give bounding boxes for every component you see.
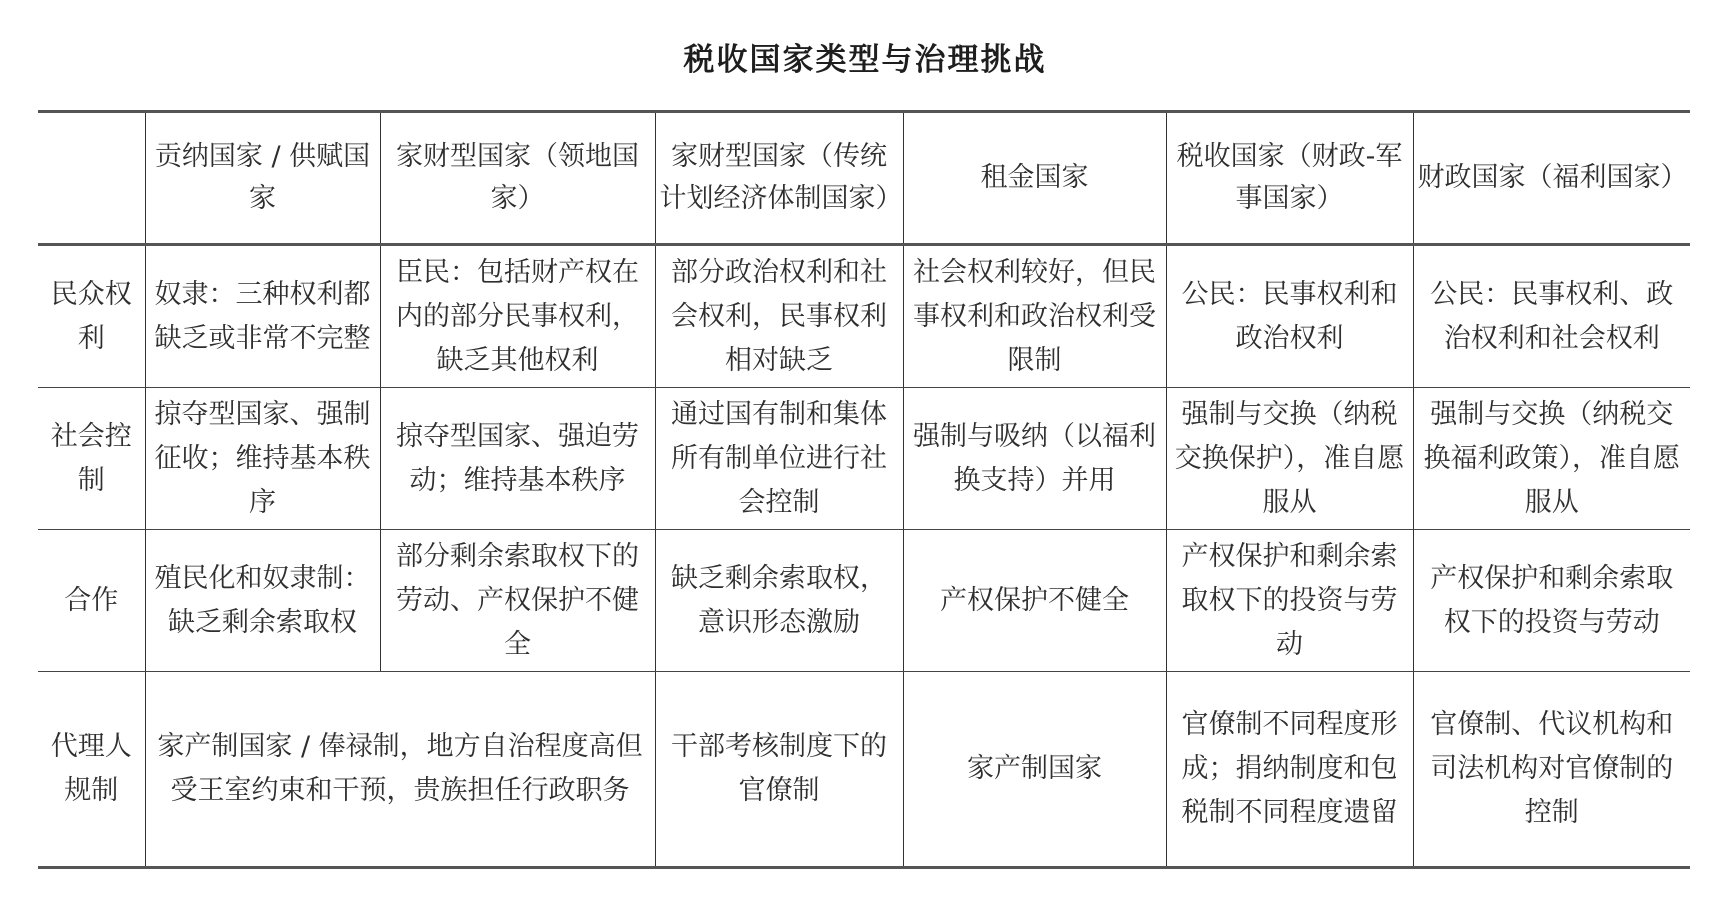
- table-cell: 产权保护不健全: [903, 530, 1166, 672]
- governance-table: [38, 110, 1690, 869]
- column-header: 贡纳国家 / 供赋国家: [145, 112, 380, 245]
- table-cell: 掠夺型国家、强制征收；维持基本秩序: [145, 388, 380, 530]
- table-cell: 产权保护和剩余索取权下的投资与劳动: [1166, 530, 1413, 672]
- table-cell: 部分政治权利和社会权利，民事权利相对缺乏: [655, 245, 903, 388]
- table-cell: 强制与交换（纳税交换保护），准自愿服从: [1166, 388, 1413, 530]
- table-cell-merged: 家产制国家 / 俸禄制，地方自治程度高但受王室约束和干预，贵族担任行政职务: [145, 672, 655, 868]
- table-cell: 部分剩余索取权下的劳动、产权保护不健全: [380, 530, 655, 672]
- table-row: [38, 530, 1690, 672]
- column-header: 家财型国家（传统计划经济体制国家）: [655, 112, 903, 245]
- table-cell: 缺乏剩余索取权，意识形态激励: [655, 530, 903, 672]
- table-cell: 强制与交换（纳税交换福利政策），准自愿服从: [1413, 388, 1690, 530]
- table-cell: 官僚制、代议机构和司法机构对官僚制的控制: [1413, 672, 1690, 868]
- table-title: 税收国家类型与治理挑战: [683, 42, 1047, 78]
- table-row: [38, 388, 1690, 530]
- row-header: 合作: [38, 530, 145, 672]
- table-cell: 奴隶：三种权利都缺乏或非常不完整: [145, 245, 380, 388]
- row-header: 社会控制: [38, 388, 145, 530]
- column-header: 租金国家: [903, 112, 1166, 245]
- table-cell: 公民：民事权利、政治权利和社会权利: [1413, 245, 1690, 388]
- row-header: 代理人规制: [38, 672, 145, 868]
- table-cell: 产权保护和剩余索取权下的投资与劳动: [1413, 530, 1690, 672]
- table-cell: 干部考核制度下的官僚制: [655, 672, 903, 868]
- table-row: [38, 245, 1690, 388]
- corner-cell: [38, 112, 145, 245]
- table-cell: 强制与吸纳（以福利换支持）并用: [903, 388, 1166, 530]
- table-cell: 殖民化和奴隶制：缺乏剩余索取权: [145, 530, 380, 672]
- row-header: 民众权利: [38, 245, 145, 388]
- table-cell: 社会权利较好，但民事权利和政治权利受限制: [903, 245, 1166, 388]
- column-header: 税收国家（财政-军事国家）: [1166, 112, 1413, 245]
- table-cell: 家产制国家: [903, 672, 1166, 868]
- header-row: [38, 112, 1690, 245]
- table-row: [38, 672, 1690, 868]
- table-cell: 臣民：包括财产权在内的部分民事权利，缺乏其他权利: [380, 245, 655, 388]
- table-cell: 公民：民事权利和政治权利: [1166, 245, 1413, 388]
- table-cell: 通过国有制和集体所有制单位进行社会控制: [655, 388, 903, 530]
- table-cell: 掠夺型国家、强迫劳动；维持基本秩序: [380, 388, 655, 530]
- column-header: 财政国家（福利国家）: [1413, 112, 1690, 245]
- table-cell: 官僚制不同程度形成；捐纳制度和包税制不同程度遗留: [1166, 672, 1413, 868]
- column-header: 家财型国家（领地国家）: [380, 112, 655, 245]
